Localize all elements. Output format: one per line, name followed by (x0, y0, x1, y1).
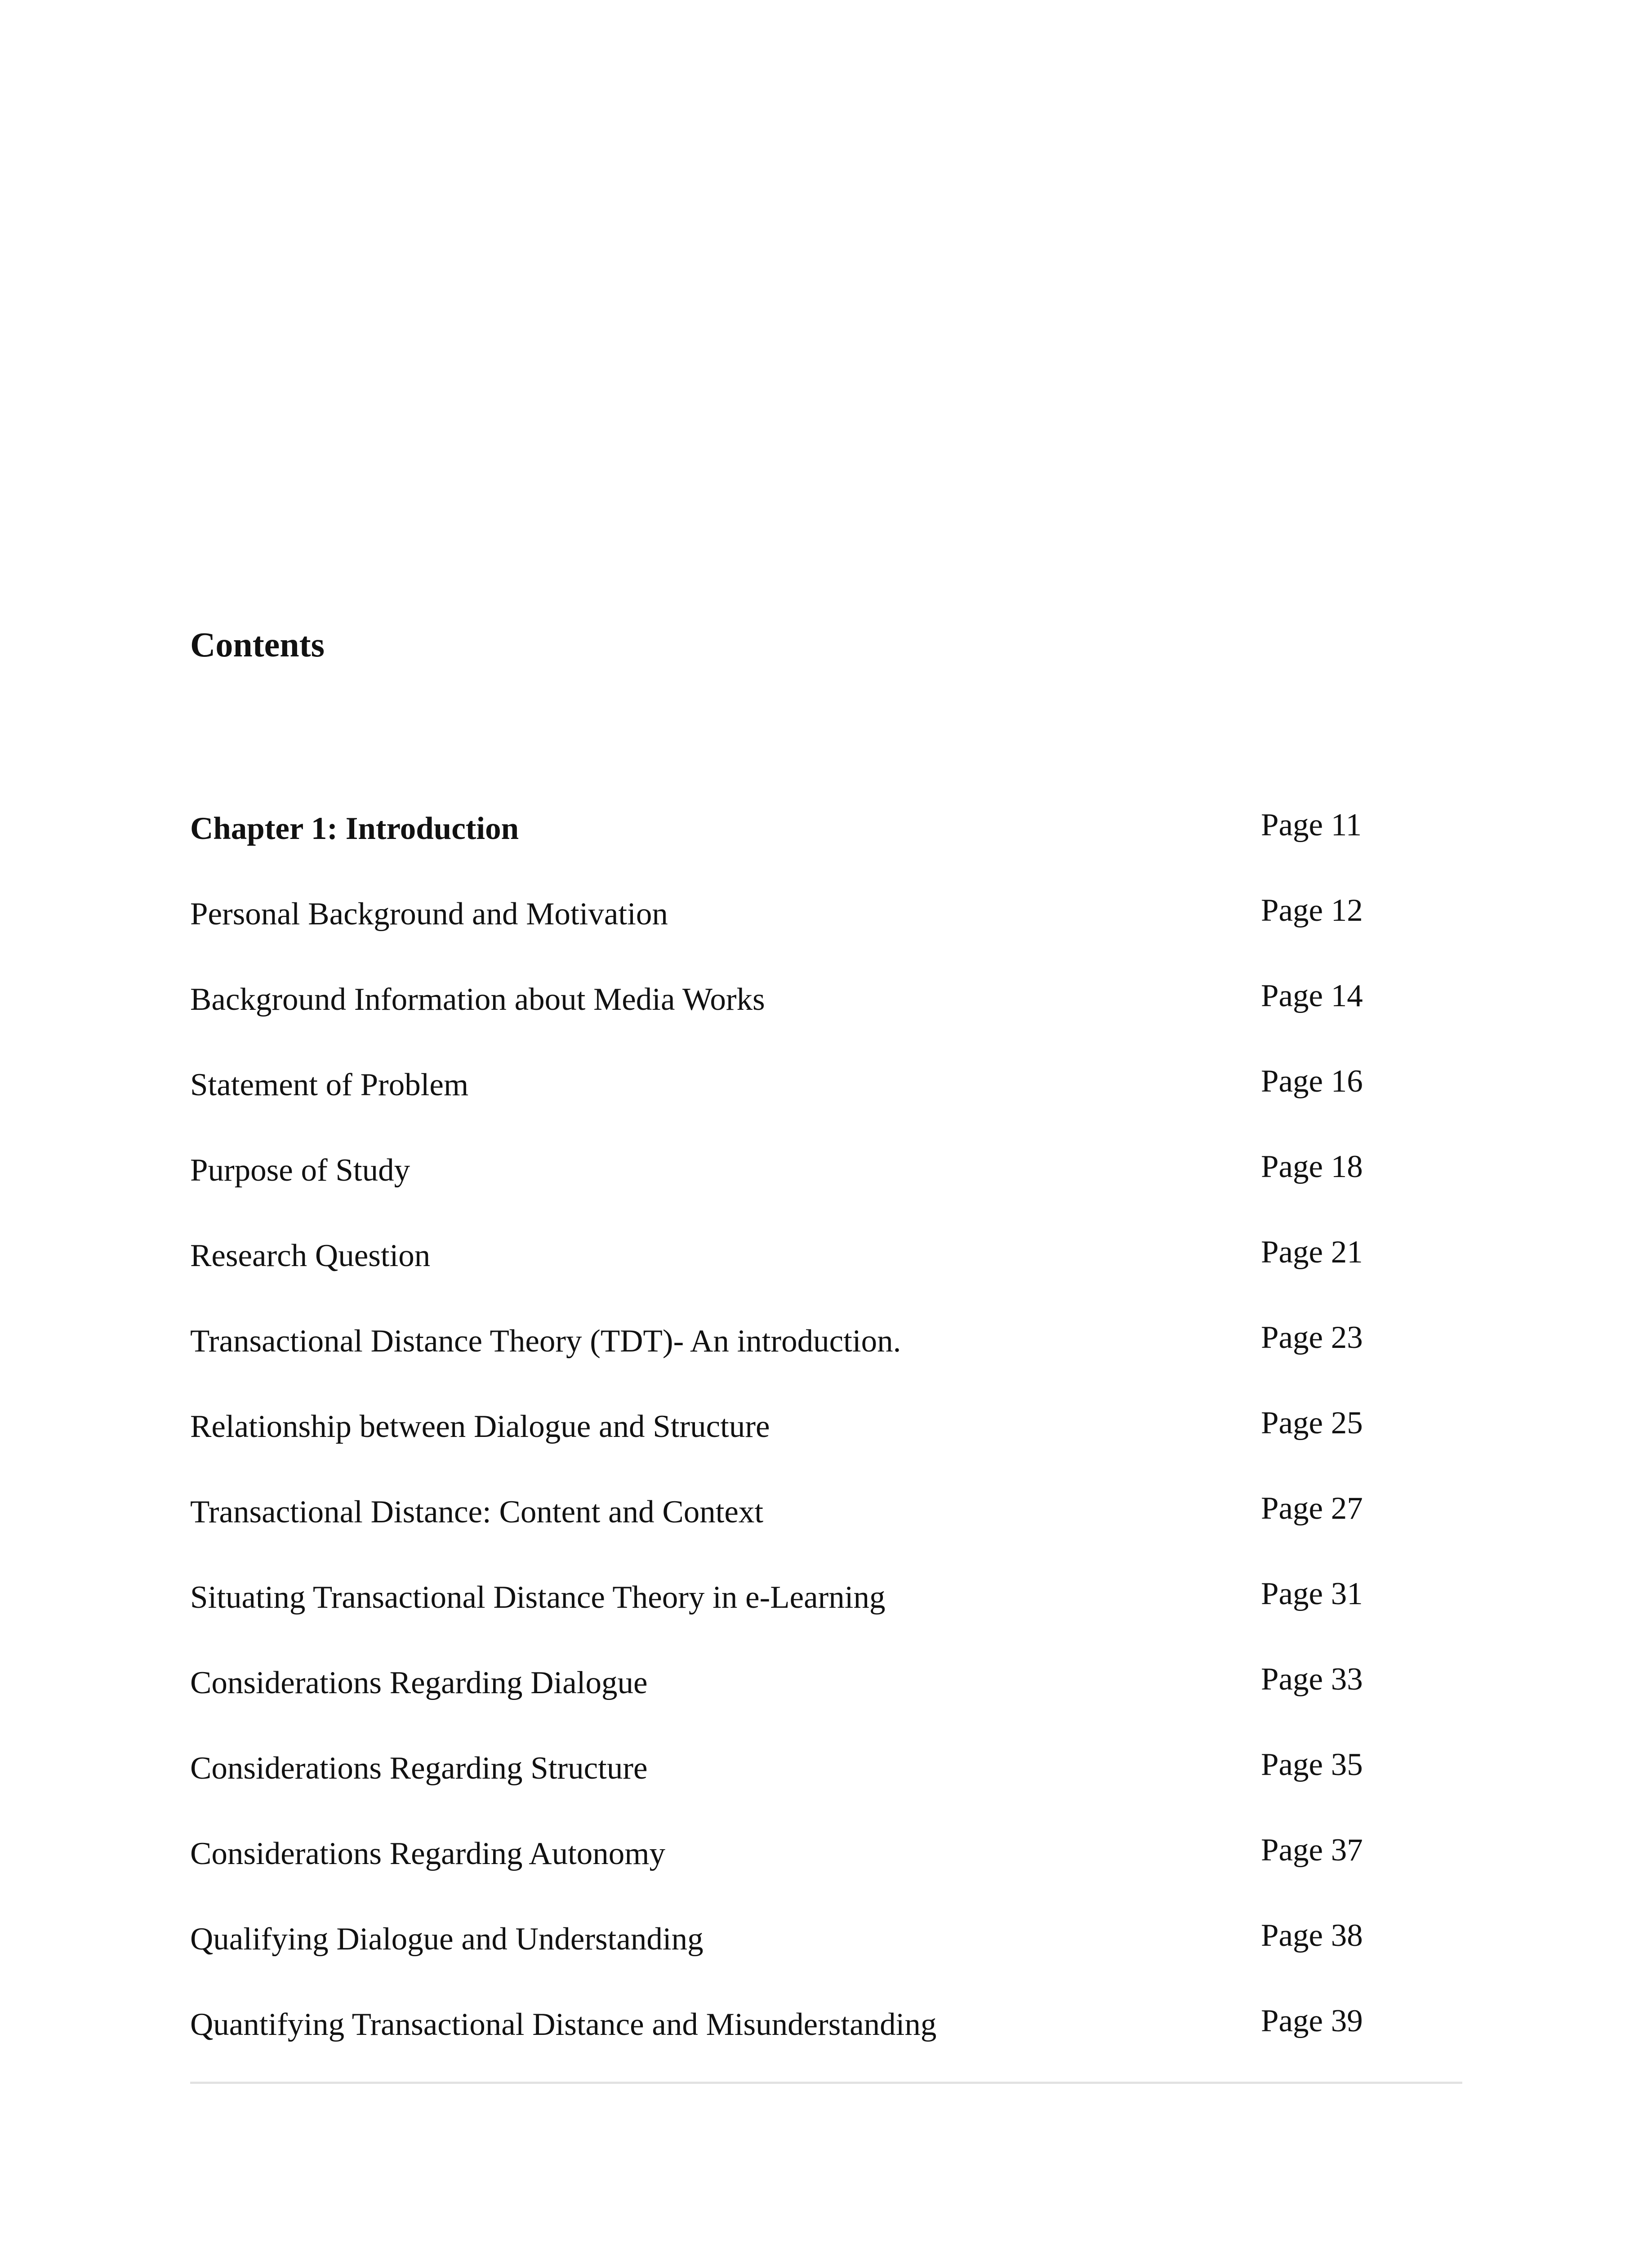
toc-entry[interactable] (0, 1664, 1652, 1708)
toc-entry-title: Chapter 1: Introduction (190, 811, 519, 846)
toc-entry-page: Page 31 (1261, 1576, 1363, 1611)
toc-entry[interactable] (0, 1236, 1652, 1281)
toc-entry-title: Quantifying Transactional Distance and Misunderstanding (190, 2007, 937, 2042)
toc-entry-page: Page 33 (1261, 1662, 1363, 1697)
divider-line (190, 2082, 1462, 2084)
toc-entry[interactable] (0, 980, 1652, 1025)
toc-entry-title: Situating Transactional Distance Theory in e-Learning (190, 1580, 886, 1615)
toc-entry[interactable] (0, 1322, 1652, 1367)
toc-entry-page: Page 11 (1261, 807, 1362, 843)
toc-entry[interactable] (0, 809, 1652, 854)
toc-entry-page: Page 23 (1261, 1320, 1363, 1355)
toc-entry-page: Page 21 (1261, 1235, 1363, 1270)
toc-entry[interactable] (0, 1151, 1652, 1196)
page-title: Contents (190, 625, 325, 664)
toc-entry-title: Transactional Distance: Content and Context (190, 1494, 764, 1530)
toc-entry[interactable] (0, 1578, 1652, 1623)
toc-entry[interactable] (0, 1493, 1652, 1538)
toc-entry-title: Considerations Regarding Dialogue (190, 1665, 648, 1700)
toc-entry-page: Page 16 (1261, 1064, 1363, 1099)
toc-entry[interactable] (0, 1834, 1652, 1879)
toc-entry-title: Qualifying Dialogue and Understanding (190, 1922, 704, 1957)
toc-entry[interactable] (0, 1407, 1652, 1452)
toc-entry-page: Page 25 (1261, 1405, 1363, 1441)
toc-entry[interactable] (0, 1920, 1652, 1965)
toc-entry-page: Page 18 (1261, 1149, 1363, 1184)
toc-entry-page: Page 38 (1261, 1918, 1363, 1953)
toc-entry-page: Page 12 (1261, 893, 1363, 928)
toc-entry[interactable] (0, 895, 1652, 940)
toc-entry-page: Page 27 (1261, 1491, 1363, 1526)
toc-entry[interactable] (0, 1066, 1652, 1111)
toc-entry-page: Page 39 (1261, 2003, 1363, 2038)
toc-entry-page: Page 37 (1261, 1833, 1363, 1868)
toc-entry-title: Personal Background and Motivation (190, 897, 668, 932)
toc-entry-title: Transactional Distance Theory (TDT)- An introduction. (190, 1324, 901, 1359)
toc-entry[interactable] (0, 2005, 1652, 2050)
toc-entry-title: Relationship between Dialogue and Structure (190, 1409, 770, 1444)
toc-entry-title: Background Information about Media Works (190, 982, 765, 1017)
toc-entry-page: Page 35 (1261, 1747, 1363, 1782)
toc-entry-title: Statement of Problem (190, 1067, 469, 1102)
toc-entry-title: Purpose of Study (190, 1153, 410, 1188)
toc-entry[interactable] (0, 1749, 1652, 1794)
toc-entry-title: Considerations Regarding Autonomy (190, 1836, 666, 1871)
toc-entry-page: Page 14 (1261, 978, 1363, 1013)
toc-entry-title: Research Question (190, 1238, 431, 1273)
toc-entry-title: Considerations Regarding Structure (190, 1751, 648, 1786)
